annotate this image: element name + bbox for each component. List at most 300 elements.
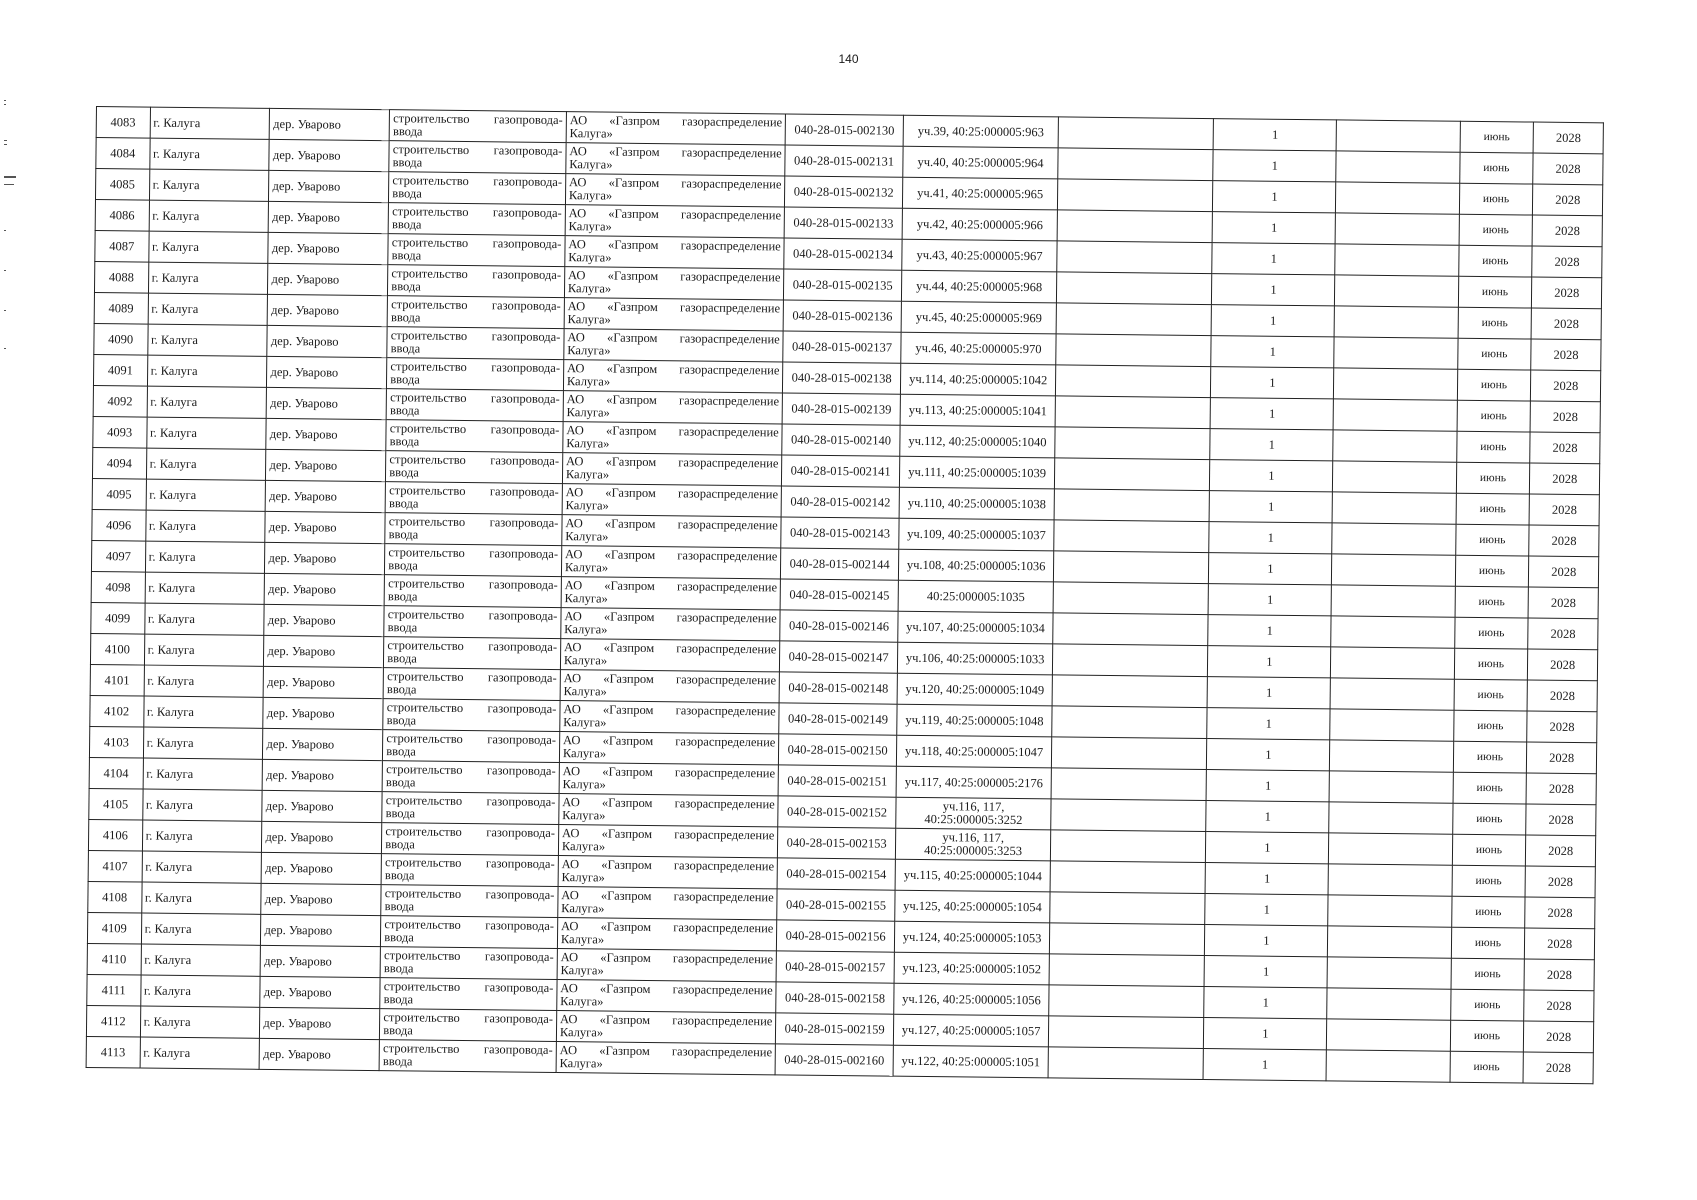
plot-line-2: 40:25:000005:3253 [924,843,1023,859]
quantity-cell: 1 [1211,305,1334,337]
plot-cell [893,1014,1049,1047]
empty-cell [1056,303,1212,336]
purpose-word-1: строительство [390,359,467,375]
plot-line-1: уч.119, 40:25:000005:1048 [905,712,1044,728]
plot-line-1: уч.117, 40:25:000005:2176 [904,774,1043,790]
purpose-cell [388,203,565,236]
owner-word-4: Калуга» [563,715,607,730]
city-cell: г. Калуга [146,417,266,449]
year-cell: 2028 [1526,773,1596,805]
year-cell: 2028 [1524,959,1594,991]
owner-cell [558,825,778,858]
row-number: 4107 [88,850,142,882]
owner-word-4: Калуга» [567,281,612,296]
code-cell: 040-28-015-002146 [780,610,898,642]
purpose-cell [383,668,560,701]
purpose-word-1: строительство [389,483,466,499]
month-cell: июнь [1450,1051,1524,1083]
plot-cell [900,425,1056,458]
quantity-cell: 1 [1210,398,1333,430]
purpose-word-1: строительство [383,1010,460,1025]
plot-cell [900,394,1056,427]
quantity-cell: 1 [1210,429,1333,461]
city-cell: г. Калуга [147,386,267,418]
plot-line-1: уч.116, 117, [942,799,1005,814]
empty-cell [1048,1047,1204,1080]
plot-cell [898,611,1054,644]
village-cell: дер. Уварово [262,759,382,791]
row-number: 4111 [87,974,141,1006]
month-cell: июнь [1459,183,1533,215]
year-cell: 2028 [1530,463,1600,495]
plot-cell [894,921,1050,954]
plot-cell [898,580,1054,613]
city-cell: г. Калуга [145,541,265,573]
purpose-cell [387,327,564,360]
owner-word-2: «Газпром [608,175,660,191]
purpose-word-3: ввода [390,310,421,325]
empty-cell [1053,582,1209,615]
village-cell: дер. Уварово [263,728,383,760]
purpose-word-2: газопровода- [487,701,557,717]
purpose-word-3: ввода [385,837,415,852]
owner-word-3: газораспределение [672,982,773,998]
empty-cell [1053,613,1209,646]
city-cell: г. Калуга [142,820,262,852]
purpose-word-3: ввода [384,899,415,914]
owner-word-1: АО [567,330,585,345]
year-cell: 2028 [1525,866,1595,898]
owner-word-1: АО [565,516,583,531]
page-number: 140 [838,52,859,66]
plot-line-1: уч.107, 40:25:000005:1034 [906,619,1045,635]
empty-cell [1329,771,1452,803]
owner-word-4: Калуга» [569,157,613,172]
owner-word-1: АО [562,733,581,748]
village-cell: дер. Уварово [266,449,386,481]
month-cell: июнь [1450,1020,1524,1052]
year-cell: 2028 [1529,556,1599,588]
empty-cell [1049,954,1205,987]
empty-cell [1333,461,1456,493]
empty-cell [1058,179,1214,212]
city-cell: г. Калуга [143,758,263,790]
empty-cell [1330,740,1453,772]
purpose-word-2: газопровода- [488,608,558,624]
empty-cell [1055,458,1211,491]
owner-word-1: АО [565,454,584,469]
village-cell: дер. Уварово [260,945,380,977]
year-cell: 2028 [1531,370,1601,402]
purpose-cell [383,730,560,763]
quantity-cell: 1 [1206,801,1329,833]
row-number: 4090 [94,323,148,355]
quantity-cell: 1 [1207,708,1330,740]
owner-cell [563,360,783,393]
purpose-word-2: газопровода- [491,298,561,314]
village-cell: дер. Уварово [259,1038,379,1070]
owner-word-1: АО [563,702,581,717]
owner-cell [557,949,777,982]
purpose-word-2: газопровода- [490,391,560,407]
purpose-cell [382,823,559,856]
owner-word-1: АО [560,981,578,996]
city-cell: г. Калуга [141,944,261,976]
month-cell: июнь [1453,772,1527,804]
plot-line-1: уч.127, 40:25:000005:1057 [901,1022,1041,1038]
owner-word-3: газораспределение [677,548,778,564]
month-cell: июнь [1459,152,1533,184]
row-number: 4112 [86,1005,140,1037]
owner-cell [559,763,779,796]
plot-line-1: уч.44, 40:25:000005:968 [916,278,1043,294]
purpose-word-3: ввода [389,434,420,449]
row-number: 4089 [94,292,148,324]
owner-word-1: АО [561,826,580,841]
plot-line-1: уч.41, 40:25:000005:965 [917,185,1044,201]
code-cell: 040-28-015-002136 [783,300,901,332]
purpose-word-3: ввода [386,682,417,697]
quantity-cell: 1 [1211,367,1334,399]
purpose-word-2: газопровода- [488,639,558,655]
owner-word-1: АО [568,175,587,190]
empty-cell [1326,1050,1449,1082]
month-cell: июнь [1450,989,1524,1021]
owner-word-2: «Газпром [604,516,656,532]
owner-word-3: газораспределение [679,331,780,347]
purpose-word-2: газопровода- [486,763,556,779]
row-number: 4097 [91,540,145,572]
registry-table [86,106,1604,1084]
quantity-cell: 1 [1211,336,1334,368]
row-number: 4102 [90,695,144,727]
row-number: 4096 [92,509,146,541]
purpose-word-2: газопровода- [484,949,554,965]
purpose-word-3: ввода [390,341,421,356]
empty-cell [1329,802,1452,834]
month-cell: июнь [1453,741,1527,773]
city-cell: г. Калуга [143,727,263,759]
owner-word-3: газораспределение [678,393,780,409]
owner-word-2: «Газпром [603,671,654,687]
purpose-cell [381,854,558,887]
row-number: 4088 [94,261,148,293]
purpose-word-2: газопровода- [493,174,563,190]
code-cell: 040-28-015-002155 [777,889,895,921]
purpose-word-3: ввода [392,124,423,139]
owner-cell [556,1011,776,1044]
code-cell: 040-28-015-002139 [782,393,900,425]
empty-cell [1335,275,1458,307]
purpose-word-1: строительство [384,886,462,901]
month-cell: июнь [1451,896,1525,928]
quantity-cell: 1 [1213,181,1336,213]
empty-cell [1051,799,1207,832]
purpose-cell [382,792,559,825]
purpose-cell [386,451,563,484]
owner-cell [556,1042,776,1075]
purpose-word-2: газопровода- [483,1042,553,1057]
owner-word-4: Калуга» [565,467,610,482]
city-cell: г. Калуга [149,200,269,232]
plot-line-1: уч.114, 40:25:000005:1042 [909,371,1048,387]
purpose-word-1: строительство [391,297,468,313]
purpose-cell [388,265,565,298]
plot-line-1: уч.120, 40:25:000005:1049 [905,681,1045,697]
purpose-cell [388,234,565,267]
purpose-word-1: строительство [383,979,461,994]
empty-cell [1056,334,1212,367]
purpose-word-3: ввода [392,186,422,201]
plot-cell [893,1045,1049,1078]
owner-word-2: «Газпром [600,919,652,935]
row-number: 4095 [92,478,146,510]
empty-cell [1328,895,1451,927]
owner-word-4: Калуга» [567,343,611,358]
plot-cell [899,487,1055,520]
code-cell: 040-28-015-002160 [775,1044,893,1076]
plot-cell [895,859,1051,892]
owner-word-1: АО [564,609,582,624]
owner-word-2: «Газпром [605,423,657,439]
owner-word-1: АО [563,671,582,686]
row-number: 4085 [95,169,149,201]
registry-rows [86,107,1603,1084]
village-cell: дер. Уварово [265,511,385,543]
owner-word-4: Калуга» [564,622,608,637]
plot-line-1: уч.106, 40:25:000005:1033 [905,650,1045,666]
empty-cell [1054,551,1210,584]
purpose-word-3: ввода [383,1023,413,1038]
row-number: 4093 [93,416,147,448]
plot-line-1: уч.112, 40:25:000005:1040 [908,433,1047,449]
owner-cell [563,391,783,424]
purpose-word-1: строительство [386,700,464,716]
village-cell: дер. Уварово [267,387,387,419]
purpose-word-3: ввода [387,620,418,635]
empty-cell [1328,926,1451,958]
plot-line-1: уч.116, 117, [942,830,1005,845]
owner-word-3: газораспределение [672,951,774,967]
owner-word-4: Калуга» [569,126,613,141]
purpose-word-2: газопровода- [484,980,554,996]
month-cell: июнь [1454,617,1528,649]
city-cell: г. Калуга [146,448,266,480]
city-cell: г. Калуга [140,1037,260,1069]
plot-line-1: уч.46, 40:25:000005:970 [915,340,1042,356]
owner-cell [559,732,779,765]
purpose-word-3: ввода [388,558,418,573]
plot-cell [896,797,1052,830]
city-cell: г. Калуга [143,696,263,728]
owner-word-2: «Газпром [604,578,655,594]
purpose-cell [380,1009,557,1042]
owner-word-3: газораспределение [679,362,780,378]
plot-line-1: уч.42, 40:25:000005:966 [916,216,1043,232]
purpose-word-1: строительство [387,638,464,654]
empty-cell [1337,120,1460,152]
row-number: 4099 [91,602,145,634]
plot-line-1: уч.122, 40:25:000005:1051 [901,1053,1041,1069]
code-cell: 040-28-015-002130 [785,114,903,146]
empty-cell [1055,396,1211,429]
month-cell: июнь [1455,586,1529,618]
year-cell: 2028 [1528,649,1598,681]
plot-cell [897,673,1053,706]
village-cell: дер. Уварово [261,883,381,915]
empty-cell [1054,489,1210,522]
purpose-cell [385,513,562,546]
row-number: 4109 [87,912,141,944]
owner-word-1: АО [569,113,588,128]
purpose-word-3: ввода [391,248,422,263]
purpose-word-3: ввода [389,465,419,480]
purpose-cell [380,978,557,1011]
purpose-word-2: газопровода- [491,329,561,345]
owner-word-3: газораспределение [675,672,777,688]
code-cell: 040-28-015-002144 [781,548,899,580]
purpose-word-2: газопровода- [492,236,562,252]
city-cell: г. Калуга [145,572,265,604]
empty-cell [1052,737,1208,770]
village-cell: дер. Уварово [264,666,384,698]
year-cell: 2028 [1531,308,1601,340]
village-cell: дер. Уварово [268,232,388,264]
owner-word-2: «Газпром [602,764,653,780]
owner-word-3: газораспределение [672,1013,773,1029]
empty-cell [1049,985,1205,1018]
empty-cell [1057,272,1213,305]
quantity-cell: 1 [1205,894,1328,926]
code-cell: 040-28-015-002149 [779,703,897,735]
purpose-word-2: газопровода- [485,887,555,903]
empty-cell [1054,520,1210,553]
owner-word-1: АО [565,485,584,500]
owner-word-4: Калуга» [562,808,606,823]
owner-word-1: АО [564,578,583,593]
owner-cell [561,546,781,579]
empty-cell [1332,554,1455,586]
owner-word-4: Калуга» [568,250,612,265]
owner-word-3: газораспределение [673,858,775,874]
row-number: 4092 [93,385,147,417]
owner-word-4: Калуга» [568,188,613,203]
city-cell: г. Калуга [148,231,268,263]
quantity-cell: 1 [1213,119,1336,151]
empty-cell [1329,833,1452,865]
purpose-word-1: строительство [392,142,470,158]
owner-word-1: АО [561,857,580,872]
owner-word-1: АО [566,392,585,407]
empty-cell [1057,210,1213,243]
village-cell: дер. Уварово [266,418,386,450]
row-number: 4106 [88,819,142,851]
owner-word-2: «Газпром [601,826,653,842]
purpose-word-1: строительство [392,204,469,220]
empty-cell [1328,864,1451,896]
owner-word-4: Калуга» [559,1025,604,1040]
village-cell: дер. Уварово [261,914,381,946]
month-cell: июнь [1455,524,1529,556]
plot-cell [898,549,1054,582]
quantity-cell: 1 [1206,770,1329,802]
year-cell: 2028 [1525,897,1595,929]
empty-cell [1327,1019,1450,1051]
purpose-word-3: ввода [384,930,414,945]
owner-word-4: Калуга» [568,219,612,234]
owner-word-1: АО [566,423,584,438]
purpose-word-2: газопровода- [490,453,560,469]
owner-cell [561,608,781,641]
owner-word-4: Калуга» [561,839,606,854]
empty-cell [1330,709,1453,741]
row-number: 4110 [87,943,141,975]
code-cell: 040-28-015-002147 [780,641,898,673]
city-cell: г. Калуга [140,975,260,1007]
purpose-cell [389,172,566,205]
owner-word-3: газораспределение [673,920,774,936]
row-number: 4083 [96,107,150,139]
purpose-word-3: ввода [387,589,418,604]
empty-cell [1058,148,1214,181]
village-cell: дер. Уварово [265,573,385,605]
owner-word-1: АО [560,950,579,965]
village-cell: дер. Уварово [268,263,388,295]
year-cell: 2028 [1527,711,1597,743]
owner-word-2: «Газпром [600,888,652,904]
month-cell: июнь [1452,865,1526,897]
owner-cell [565,205,785,238]
purpose-word-2: газопровода- [489,484,559,500]
village-cell: дер. Уварово [262,821,382,853]
purpose-word-3: ввода [383,992,414,1007]
month-cell: июнь [1460,121,1534,153]
purpose-cell [382,761,559,794]
village-cell: дер. Уварово [270,108,390,140]
purpose-cell [387,358,564,391]
year-cell: 2028 [1532,277,1602,309]
owner-word-3: газораспределение [681,176,782,192]
quantity-cell: 1 [1213,150,1336,182]
purpose-word-1: строительство [390,328,468,344]
purpose-cell [387,296,564,329]
purpose-word-1: строительство [386,731,463,747]
owner-word-4: Калуга» [563,653,608,668]
empty-cell [1335,306,1458,338]
purpose-word-2: газопровода- [493,143,563,159]
row-number: 4108 [88,881,142,913]
owner-word-4: Калуга» [561,901,605,916]
year-cell: 2028 [1532,246,1602,278]
city-cell: г. Калуга [144,634,264,666]
city-cell: г. Калуга [144,665,264,697]
year-cell: 2028 [1531,339,1601,371]
year-cell: 2028 [1529,494,1599,526]
owner-word-1: АО [568,237,586,252]
purpose-word-2: газопровода- [488,577,558,593]
plot-cell [903,115,1059,148]
owner-word-1: АО [559,1012,578,1027]
owner-word-2: «Газпром [608,206,659,222]
code-cell: 040-28-015-002154 [777,858,895,890]
owner-word-2: «Газпром [599,1043,650,1059]
purpose-word-2: газопровода- [487,670,557,686]
month-cell: июнь [1455,555,1529,587]
owner-word-4: Калуга» [560,932,605,947]
owner-cell [560,670,780,703]
purpose-word-2: газопровода- [485,856,555,872]
month-cell: июнь [1456,493,1530,525]
